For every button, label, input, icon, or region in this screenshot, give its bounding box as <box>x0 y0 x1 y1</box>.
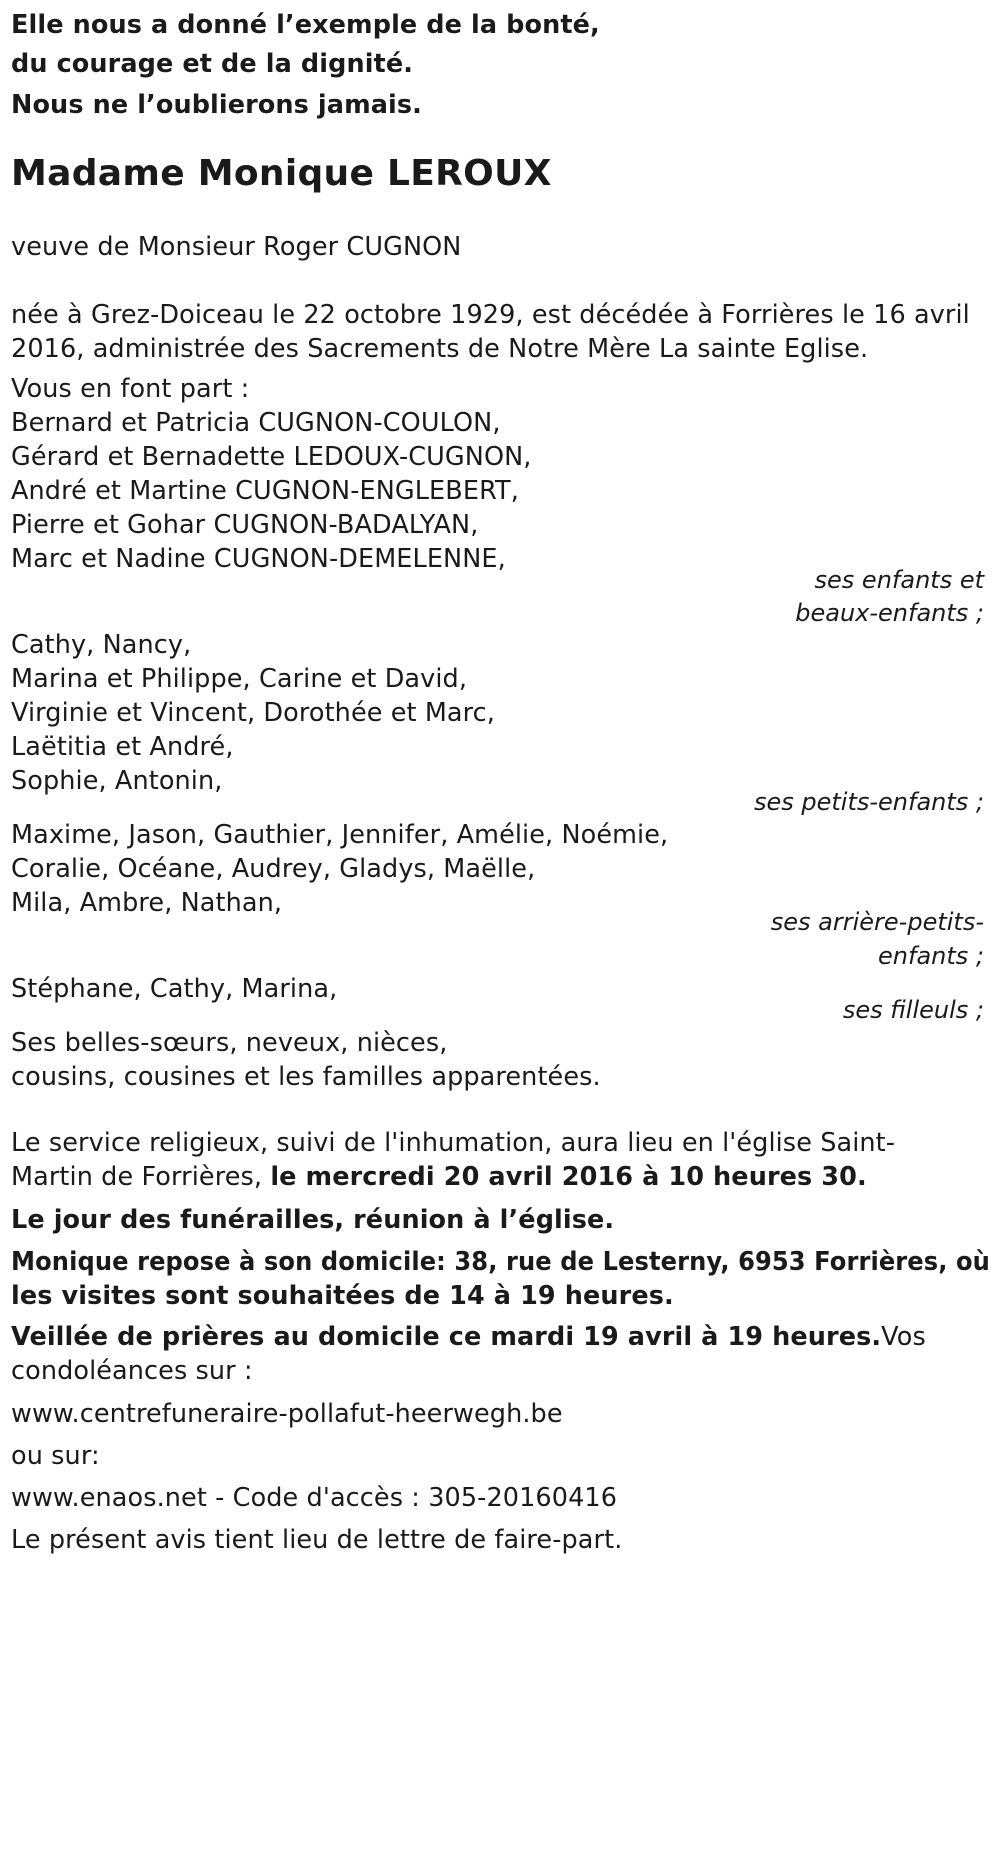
great-grandchildren-role: ses arrière-petits- <box>770 908 984 936</box>
godchildren-role: ses filleuls ; <box>842 996 984 1024</box>
birth-death-line: née à Grez-Doiceau le 22 octobre 1929, est décédée à Forrières le 16 avril <box>11 300 970 330</box>
grandchildren-role: ses petits-enfants ; <box>753 788 984 816</box>
children-role: beaux-enfants ; <box>795 599 984 627</box>
rest-line: les visites sont souhaitées de 14 à 19 heures. <box>11 1281 674 1311</box>
child-line: Pierre et Gohar CUGNON-BADALYAN, <box>11 510 479 540</box>
service-date: le mercredi 20 avril 2016 à 10 heures 30. <box>270 1162 867 1192</box>
vigil-line <box>11 1320 926 1354</box>
great-grandchild-line: Mila, Ambre, Nathan, <box>11 888 283 918</box>
service-line: Le service religieux, suivi de l'inhumation, aura lieu en l'église Saint- <box>11 1128 896 1158</box>
motto-line: Nous ne l’oublierons jamais. <box>11 90 422 120</box>
widow-of: veuve de Monsieur Roger CUGNON <box>11 232 462 262</box>
grandchild-line: Laëtitia et André, <box>11 732 234 762</box>
website-link[interactable]: www.centrefuneraire-pollafut-heerwegh.be <box>11 1399 563 1429</box>
vigil-plain: Vos <box>881 1322 926 1352</box>
child-line: Bernard et Patricia CUGNON-COULON, <box>11 408 501 438</box>
announce-intro: Vous en font part : <box>11 374 250 404</box>
birth-death-line: 2016, administrée des Sacrements de Notre Mère La sainte Eglise. <box>11 334 869 364</box>
godchildren: Stéphane, Cathy, Marina, <box>11 974 338 1004</box>
extended-family-line: cousins, cousines et les familles apparentées. <box>11 1062 601 1092</box>
service-line <box>11 1160 867 1194</box>
website-code-link[interactable]: www.enaos.net - Code d'accès : 305-20160416 <box>11 1483 618 1513</box>
grandchild-line: Virginie et Vincent, Dorothée et Marc, <box>11 698 495 728</box>
service-place: Martin de Forrières, <box>11 1162 271 1192</box>
vigil-bold: Veillée de prières au domicile ce mardi 19 avril à 19 heures. <box>11 1322 882 1352</box>
rest-line: Monique repose à son domicile: 38, rue de Lesterny, 6953 Forrières, où <box>11 1247 990 1277</box>
child-line: André et Martine CUGNON-ENGLEBERT, <box>11 476 519 506</box>
grandchild-line: Cathy, Nancy, <box>11 630 192 660</box>
child-line: Marc et Nadine CUGNON-DEMELENNE, <box>11 544 506 574</box>
extended-family-line: Ses belles-sœurs, neveux, nièces, <box>11 1028 448 1058</box>
condolences-label: condoléances sur : <box>11 1356 253 1386</box>
grandchild-line: Sophie, Antonin, <box>11 766 223 796</box>
great-grandchildren-role: enfants ; <box>878 942 984 970</box>
grandchild-line: Marina et Philippe, Carine et David, <box>11 664 468 694</box>
great-grandchild-line: Coralie, Océane, Audrey, Gladys, Maëlle, <box>11 854 536 884</box>
child-line: Gérard et Bernadette LEDOUX-CUGNON, <box>11 442 532 472</box>
motto-line: Elle nous a donné l’exemple de la bonté, <box>11 10 600 40</box>
deceased-name: Madame Monique LEROUX <box>11 153 552 194</box>
or-on-label: ou sur: <box>11 1441 100 1471</box>
children-role: ses enfants et <box>814 566 984 594</box>
gathering-note: Le jour des funérailles, réunion à l’église. <box>11 1205 615 1235</box>
great-grandchild-line: Maxime, Jason, Gauthier, Jennifer, Amélie, Noémie, <box>11 820 669 850</box>
closing-note: Le présent avis tient lieu de lettre de faire-part. <box>11 1525 623 1555</box>
motto-line: du courage et de la dignité. <box>11 49 414 79</box>
